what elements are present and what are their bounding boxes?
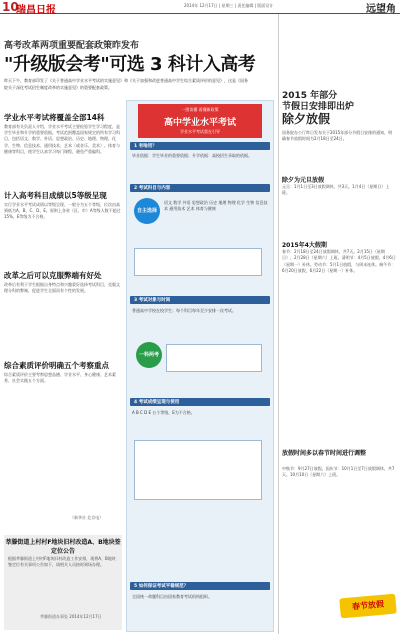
info-section-5-text: 全国统一命题科目由国家教育考试机构组织。 (132, 594, 212, 599)
sidebar-body-1: 元旦：1月1日至3日放假调休，共3天。1月4日（星期日）上班。 (282, 184, 390, 196)
choice-circle: 自主选择 (134, 198, 160, 224)
info-section-4: 4 考试成绩呈现与使用 (130, 398, 270, 406)
info-section-4-text: A B C D E 五个等级，E为不合格。 (132, 410, 195, 415)
brief-title: 莘滕街道上村村F地块旧村改造A、B地块签定位公告 (5, 539, 121, 555)
infographic-title: 高中学业水平考试 (163, 118, 236, 128)
info-section-2: 2 考试科目与内容 (130, 184, 270, 192)
spring-festival-badge: 春节放假 (339, 594, 397, 619)
infographic-title-block (138, 104, 262, 138)
info-section-1-text: 毕业依据：学生毕业的重要依据；升学依据：高校招生录取的依据。 (132, 153, 252, 158)
article-kicker: 高考改革两项重要配套政策昨发布 (4, 41, 140, 51)
sidebar-heading-1: 除夕为元旦放假 (282, 177, 325, 184)
sidebar-title-1: 2015 年部分 (282, 91, 338, 101)
masthead (0, 0, 400, 14)
subject-diagram (134, 248, 262, 276)
exam-times-diagram (166, 344, 262, 372)
infographic-subtitle: 一图读懂 看懂新政策 (181, 107, 219, 112)
grade-diagram (134, 440, 262, 500)
sidebar-heading-3: 放假时间多以春节时间进行调整 (282, 450, 367, 457)
article-lead: 昨天下午，教育部印发了《关于普通高中学业水平考试的实施意见》和《关于加强和改进普通高中学生综合素质评价的意见》，这是《国务院关于深化考试招生制度改革的实施意见》的重要配套政策。 (4, 78, 248, 90)
info-section-1: 1 有啥用？ (130, 142, 270, 150)
brief-body: 根据莘滕街道上村村F地块旧村改造工作安排，现将A、B地块签定位有关事项公告如下，请相关人员按时到场办理。 (8, 556, 116, 567)
sidebar-title-3: 除夕放假 (282, 112, 331, 126)
info-section-2-text: 语文 数学 外语 思想政治 历史 地理 物理 化学 生物 信息技术 通用技术 艺术 体育与健康 (164, 200, 268, 211)
body-1: 教育部有关负责人介绍，学业水平考试主要检验学生学习程度，是学生毕业和升学的重要依据。考试范围覆盖国家规定的所有学习科目，包括语文、数学、外语、思想政治、历史、地理、物理、化学、生物、信息技术、通用技术、艺术（或音乐、美术）、体育与健康等科目，使学生认真学习每门课程，避免严重偏科。 (4, 124, 120, 154)
header-info: 2014年 12月17日 | 星期三 | 责任编辑 | 版面设计 (184, 3, 274, 8)
article-headline: "升级版会考"可选 3 科计入高考 (4, 54, 256, 75)
subheading-2: 计入高考科目成绩以5等级呈现 (4, 191, 107, 200)
two-exams-circle: 一科两考 (136, 342, 162, 368)
paper-name: 瑞昌日报 (16, 5, 56, 16)
byline: （新华社 北京电） (70, 515, 104, 520)
info-section-3-text: 普通高中学校在校学生；每个科目每年至少安排一次考试。 (132, 308, 236, 313)
info-section-3: 3 考试对象与时间 (130, 296, 270, 304)
body-4: 综合素质评价主要考察思想品德、学业水平、身心健康、艺术素养、社会实践五个方面。 (4, 372, 116, 384)
brief-signature: 莘滕街道办事处 2014年12月17日 (40, 614, 102, 619)
sidebar-heading-2: 2015年4大假期 (282, 242, 327, 249)
body-3: 改革后有利于学生根据自身特点和兴趣爱好选择考试科目，克服文理分科的弊端，促进学生全面而有个性的发展。 (4, 282, 120, 294)
column-name: 远望角 (366, 4, 396, 15)
subheading-1: 学业水平考试将覆盖全部14科 (4, 113, 105, 122)
sidebar-intro: 国务院办公厅昨日发布关于2015年部分节假日安排的通知，明确春节放假时间为2月18日至24日。 (282, 130, 393, 142)
info-section-5: 5 如何保证考试平稳规范？ (130, 582, 270, 590)
sidebar-body-2: 春节：2月18日至24日放假调休，共7天。2月15日（星期日）、2月28日（星期六）上班。清明节：4月5日放假，4月6日（星期一）补休。劳动节：5月1日放假，与周末连休。端午节：6月20日放假，6月22日（星期一）补休。 (282, 249, 396, 274)
subheading-4: 综合素质评价明确五个考察重点 (4, 361, 109, 370)
sidebar-title-2: 节假日安排即出炉 (282, 102, 355, 112)
infographic-note: 学业水平考试重在引导 (180, 129, 220, 134)
body-2: 实行学业水平考试成绩以等级呈现，一般分为五个等级，位次由高到低为A、B、C、D、E。原则上各省（区、市）A等级人数不超过15%，E等级为不合格。 (4, 202, 121, 220)
sidebar-body-3: 中秋节：9月27日放假。国庆节：10月1日至7日放假调休，共7天。10月10日（星期六）上班。 (282, 466, 395, 478)
subheading-3: 改革之后可以克服弊端有好处 (4, 271, 102, 280)
page-number: 10 (2, 0, 19, 14)
